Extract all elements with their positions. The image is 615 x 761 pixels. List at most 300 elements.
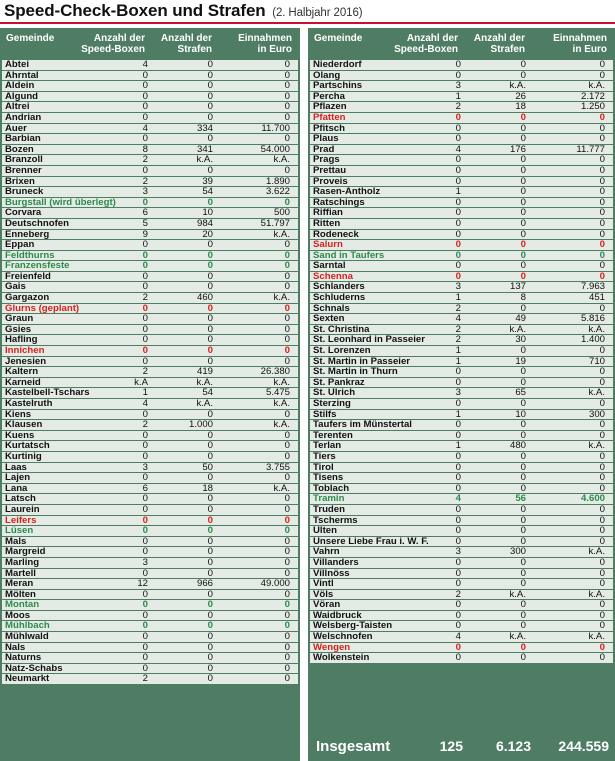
boxes-count: 0	[142, 313, 148, 325]
fines-count: 0	[520, 111, 526, 123]
table-row	[310, 558, 613, 569]
boxes-count: 3	[455, 387, 461, 399]
fines-count: 0	[520, 69, 526, 81]
fines-count: 0	[520, 366, 526, 378]
revenue-value: 0	[599, 472, 605, 484]
fines-count: 0	[207, 313, 213, 325]
boxes-count: 0	[142, 588, 148, 600]
boxes-count: 0	[455, 535, 461, 547]
fines-count: 0	[520, 641, 526, 653]
boxes-count: 0	[455, 122, 461, 134]
revenue-value: 49.000	[260, 578, 290, 590]
fines-count: 0	[520, 450, 526, 462]
revenue-value: 0	[284, 450, 290, 462]
boxes-count: 4	[142, 398, 148, 409]
boxes-count: 0	[455, 133, 461, 145]
boxes-count: 0	[455, 270, 461, 282]
revenue-value: k.A.	[588, 387, 605, 399]
title-rule	[0, 22, 615, 24]
fines-count: k.A.	[196, 376, 213, 388]
fines-count: 0	[520, 133, 526, 145]
fines-count: 0	[520, 186, 526, 198]
fines-count: 0	[207, 535, 213, 547]
revenue-value: k.A.	[588, 80, 605, 92]
table-row	[2, 314, 298, 325]
boxes-count: 0	[142, 90, 148, 102]
revenue-value: 0	[599, 154, 605, 166]
fines-count: 0	[520, 175, 526, 187]
table-row	[2, 113, 298, 124]
fines-count: 0	[207, 567, 213, 579]
gemeinde-name: Laurein	[5, 503, 40, 515]
gemeinde-name: Unsere Liebe Frau i. W. F.	[313, 535, 429, 547]
table-row	[2, 198, 298, 209]
table-row	[310, 537, 613, 548]
fines-count: 0	[207, 196, 213, 208]
revenue-value: k.A.	[273, 292, 290, 304]
boxes-count: 4	[455, 143, 461, 155]
boxes-count: 0	[142, 69, 148, 81]
fines-count: 0	[207, 472, 213, 484]
revenue-value: 7.963	[580, 281, 605, 293]
table-row	[2, 60, 298, 71]
revenue-value: 0	[599, 578, 605, 590]
gemeinde-name: Proveis	[313, 175, 348, 187]
boxes-count: 0	[455, 503, 461, 515]
gemeinde-name: Nals	[5, 641, 26, 653]
gemeinde-name: Terlan	[313, 440, 342, 452]
table-row	[2, 124, 298, 135]
header-anzahl-boxen: Anzahl der Speed-Boxen	[81, 33, 145, 55]
gemeinde-name: Tirol	[313, 461, 334, 473]
title-text: Speed-Check-Boxen und Strafen	[4, 1, 266, 20]
revenue-value: 0	[599, 599, 605, 611]
gemeinde-name: Branzoll	[5, 154, 43, 166]
table-row	[2, 81, 298, 92]
gemeinde-name: St. Ulrich	[313, 387, 356, 399]
total-row	[308, 730, 615, 761]
revenue-value: 300	[588, 408, 605, 420]
revenue-value: k.A.	[588, 546, 605, 558]
fines-count: 0	[520, 302, 526, 314]
boxes-count: k.A	[134, 376, 148, 388]
revenue-value: 0	[599, 525, 605, 537]
boxes-count: 2	[455, 101, 461, 113]
revenue-value: 0	[284, 567, 290, 579]
boxes-count: 0	[455, 609, 461, 621]
revenue-value: 0	[284, 101, 290, 113]
revenue-value: 0	[284, 302, 290, 314]
gemeinde-name: Laas	[5, 461, 27, 473]
fines-count: 0	[520, 345, 526, 357]
table-row	[310, 293, 613, 304]
gemeinde-name: Franzensfeste	[5, 260, 70, 272]
boxes-count: 0	[455, 514, 461, 526]
fines-count: 0	[520, 429, 526, 441]
gemeinde-name: Schlanders	[313, 281, 365, 293]
revenue-value: 0	[284, 69, 290, 81]
fines-count: 0	[520, 419, 526, 431]
revenue-value: 54.000	[260, 143, 290, 155]
boxes-count: 0	[142, 111, 148, 123]
table-row	[310, 569, 613, 580]
boxes-count: 0	[142, 334, 148, 346]
fines-count: 49	[515, 313, 526, 325]
revenue-value: 0	[284, 59, 290, 70]
fines-count: 0	[207, 239, 213, 251]
gemeinde-name: Mühlbach	[5, 620, 50, 632]
fines-count: 0	[207, 588, 213, 600]
boxes-count: 0	[142, 270, 148, 282]
table-row	[310, 505, 613, 516]
subtitle: (2. Halbjahr 2016)	[272, 7, 363, 19]
gemeinde-name: Bruneck	[5, 186, 44, 198]
gemeinde-name: Ratschings	[313, 196, 365, 208]
gemeinde-name: St. Christina	[313, 323, 370, 335]
boxes-count: 0	[142, 239, 148, 251]
boxes-count: 0	[142, 599, 148, 611]
fines-count: k.A.	[509, 323, 526, 335]
gemeinde-name: Aldein	[5, 80, 35, 92]
fines-count: 0	[207, 556, 213, 568]
boxes-count: 0	[142, 302, 148, 314]
table-row	[310, 208, 613, 219]
boxes-count: 3	[455, 80, 461, 92]
fines-count: 0	[207, 90, 213, 102]
boxes-count: 0	[142, 80, 148, 92]
boxes-count: 1	[455, 292, 461, 304]
table-row	[2, 335, 298, 346]
fines-count: 334	[196, 122, 213, 134]
boxes-count: 0	[455, 376, 461, 388]
revenue-value: 0	[284, 260, 290, 272]
fines-count: 0	[207, 260, 213, 272]
revenue-value: k.A.	[588, 323, 605, 335]
gemeinde-name: Niederdorf	[313, 59, 362, 70]
fines-count: 0	[207, 641, 213, 653]
fines-count: 0	[207, 609, 213, 621]
boxes-count: 4	[142, 59, 148, 70]
gemeinde-name: Kuens	[5, 429, 35, 441]
gemeinde-name: Tiers	[313, 450, 336, 462]
gemeinde-name: Lajen	[5, 472, 31, 484]
revenue-value: 0	[599, 228, 605, 240]
gemeinde-name: Meran	[5, 578, 34, 590]
fines-count: 0	[207, 133, 213, 145]
gemeinde-name: Abtei	[5, 59, 29, 70]
boxes-count: 0	[455, 164, 461, 176]
boxes-count: 1	[455, 345, 461, 357]
gemeinde-name: Villanders	[313, 556, 359, 568]
boxes-count: 0	[142, 408, 148, 420]
table-row	[2, 441, 298, 452]
boxes-count: 2	[455, 302, 461, 314]
gemeinde-name: Taufers im Münstertal	[313, 419, 412, 431]
fines-count: 0	[207, 101, 213, 113]
revenue-value: 0	[599, 345, 605, 357]
gemeinde-name: Leifers	[5, 514, 37, 526]
gemeinde-name: Kiens	[5, 408, 32, 420]
boxes-count: 0	[142, 525, 148, 537]
gemeinde-name: Sexten	[313, 313, 345, 325]
fines-count: 0	[207, 620, 213, 632]
fines-count: 0	[207, 270, 213, 282]
boxes-count: 0	[455, 398, 461, 409]
boxes-count: 2	[142, 175, 148, 187]
gemeinde-name: Enneberg	[5, 228, 50, 240]
gemeinde-name: Toblach	[313, 482, 350, 494]
revenue-value: 0	[284, 281, 290, 293]
fines-count: 0	[520, 525, 526, 537]
fines-count: 0	[207, 450, 213, 462]
page-title	[4, 1, 362, 21]
boxes-count: 0	[142, 493, 148, 505]
boxes-count: 3	[455, 546, 461, 558]
fines-count: 460	[196, 292, 213, 304]
boxes-count: 0	[455, 69, 461, 81]
table-row	[2, 516, 298, 527]
fines-count: 0	[207, 111, 213, 123]
boxes-count: 0	[455, 525, 461, 537]
boxes-count: 0	[455, 429, 461, 441]
boxes-count: 0	[455, 228, 461, 240]
revenue-value: 11.777	[576, 143, 605, 155]
revenue-value: 0	[599, 482, 605, 494]
boxes-count: 3	[142, 556, 148, 568]
revenue-value: 0	[284, 440, 290, 452]
gemeinde-name: Hafling	[5, 334, 38, 346]
table-row	[310, 516, 613, 527]
boxes-count: 0	[455, 217, 461, 229]
boxes-count: 0	[142, 503, 148, 515]
boxes-count: 0	[455, 482, 461, 494]
table-row	[310, 81, 613, 92]
revenue-value: 710	[588, 355, 605, 367]
table-row	[2, 134, 298, 145]
boxes-count: 5	[142, 217, 148, 229]
boxes-count: 4	[455, 313, 461, 325]
revenue-value: 0	[599, 376, 605, 388]
table-row	[2, 410, 298, 421]
fines-count: 0	[520, 270, 526, 282]
gemeinde-name: Partschins	[313, 80, 363, 92]
boxes-count: 0	[142, 429, 148, 441]
table-row	[310, 388, 613, 399]
total-label: Insgesamt	[316, 738, 391, 755]
fines-count: 0	[520, 514, 526, 526]
fines-count: k.A.	[196, 398, 213, 409]
revenue-value: 0	[599, 133, 605, 145]
revenue-value: 0	[599, 69, 605, 81]
table-row	[310, 399, 613, 410]
revenue-value: 0	[284, 620, 290, 632]
fines-count: 984	[196, 217, 213, 229]
gemeinde-name: Rodeneck	[313, 228, 359, 240]
table-row	[2, 102, 298, 113]
fines-count: 18	[515, 101, 526, 113]
revenue-value: 0	[599, 641, 605, 653]
revenue-value: k.A.	[273, 376, 290, 388]
gemeinde-name: Margreid	[5, 546, 46, 558]
fines-count: 0	[520, 376, 526, 388]
revenue-value: 0	[599, 461, 605, 473]
fines-count: 1.000	[188, 419, 213, 431]
table-row	[2, 367, 298, 378]
fines-count: 0	[207, 281, 213, 293]
gemeinde-name: Ritten	[313, 217, 341, 229]
boxes-count: 1	[455, 90, 461, 102]
boxes-count: 0	[455, 599, 461, 611]
total-revenue: 244.559	[558, 738, 609, 754]
fines-count: 0	[207, 514, 213, 526]
fines-count: 341	[196, 143, 213, 155]
gemeinde-name: Sand in Taufers	[313, 249, 385, 261]
fines-count: k.A.	[509, 80, 526, 92]
fines-count: 0	[520, 482, 526, 494]
table-row	[310, 494, 613, 505]
gemeinde-name: Graun	[5, 313, 34, 325]
gemeinde-name: Eppan	[5, 239, 35, 251]
table-row	[310, 441, 613, 452]
fines-count: 0	[520, 260, 526, 272]
revenue-value: 0	[284, 609, 290, 621]
fines-count: 0	[520, 556, 526, 568]
table-row	[310, 590, 613, 601]
fines-count: 419	[196, 366, 213, 378]
boxes-count: 1	[455, 355, 461, 367]
boxes-count: 0	[142, 133, 148, 145]
header-gemeinde: Gemeinde	[314, 33, 363, 44]
gemeinde-name: Waidbruck	[313, 609, 362, 621]
boxes-count: 6	[142, 207, 148, 219]
boxes-count: 0	[455, 472, 461, 484]
gemeinde-name: Pfitsch	[313, 122, 345, 134]
revenue-value: 0	[284, 588, 290, 600]
revenue-value: 0	[599, 270, 605, 282]
revenue-value: 0	[284, 249, 290, 261]
gemeinde-name: Schnals	[313, 302, 350, 314]
revenue-value: 0	[599, 535, 605, 547]
fines-count: 0	[207, 80, 213, 92]
gemeinde-name: Andrian	[5, 111, 42, 123]
fines-count: 0	[520, 472, 526, 484]
fines-count: 0	[207, 345, 213, 357]
table-row	[310, 452, 613, 463]
revenue-value: 1.250	[580, 101, 605, 113]
revenue-value: 0	[284, 641, 290, 653]
fines-count: 65	[515, 387, 526, 399]
header-anzahl-boxen: Anzahl der Speed-Boxen	[394, 33, 458, 55]
boxes-count: 0	[455, 641, 461, 653]
gemeinde-name: Feldthurns	[5, 249, 55, 261]
revenue-value: 0	[284, 133, 290, 145]
table-row	[2, 166, 298, 177]
revenue-value: 0	[284, 556, 290, 568]
gemeinde-name: Brenner	[5, 164, 42, 176]
revenue-value: k.A.	[273, 228, 290, 240]
table-row	[2, 505, 298, 516]
table-row	[2, 145, 298, 156]
table-row	[2, 304, 298, 315]
boxes-count: 0	[455, 366, 461, 378]
boxes-count: 2	[455, 334, 461, 346]
fines-count: 20	[202, 228, 213, 240]
boxes-count: 0	[142, 260, 148, 272]
revenue-value: 451	[588, 292, 605, 304]
table-row	[310, 134, 613, 145]
fines-count: 54	[202, 387, 213, 399]
boxes-count: 0	[455, 620, 461, 632]
table-row	[2, 357, 298, 368]
revenue-value: 0	[599, 59, 605, 70]
fines-count: 0	[520, 154, 526, 166]
table-row	[310, 113, 613, 124]
revenue-value: 0	[284, 662, 290, 674]
revenue-value: 0	[284, 270, 290, 282]
fines-count: 0	[207, 429, 213, 441]
header-anzahl-strafen: Anzahl der Strafen	[160, 33, 212, 55]
table-row	[2, 92, 298, 103]
gemeinde-name: Klausen	[5, 419, 43, 431]
right-rows	[310, 60, 613, 664]
table-row	[310, 251, 613, 262]
fines-count: 0	[207, 673, 213, 685]
boxes-count: 6	[142, 482, 148, 494]
boxes-count: 0	[142, 652, 148, 664]
revenue-value: 0	[284, 599, 290, 611]
boxes-count: 0	[142, 345, 148, 357]
revenue-value: k.A.	[273, 419, 290, 431]
table-row	[2, 674, 298, 685]
revenue-value: k.A.	[588, 631, 605, 643]
gemeinde-name: Bozen	[5, 143, 34, 155]
boxes-count: 0	[142, 662, 148, 674]
revenue-value: 0	[284, 334, 290, 346]
boxes-count: 0	[142, 196, 148, 208]
gemeinde-name: Pflazen	[313, 101, 347, 113]
boxes-count: 0	[142, 323, 148, 335]
table-row	[2, 526, 298, 537]
gemeinde-name: Natz-Schabs	[5, 662, 63, 674]
revenue-value: 0	[599, 514, 605, 526]
revenue-value: 0	[599, 239, 605, 251]
revenue-value: 0	[599, 567, 605, 579]
boxes-count: 0	[455, 196, 461, 208]
boxes-count: 2	[142, 419, 148, 431]
boxes-count: 0	[142, 546, 148, 558]
table-row	[310, 155, 613, 166]
table-row	[310, 261, 613, 272]
boxes-count: 1	[142, 387, 148, 399]
fines-count: 0	[520, 207, 526, 219]
boxes-count: 0	[142, 249, 148, 261]
gemeinde-name: Freienfeld	[5, 270, 51, 282]
gemeinde-name: Salurn	[313, 239, 343, 251]
table-row	[2, 484, 298, 495]
table-row	[310, 92, 613, 103]
boxes-count: 0	[142, 281, 148, 293]
fines-count: 0	[207, 164, 213, 176]
gemeinde-name: Tscherms	[313, 514, 358, 526]
fines-count: 0	[207, 546, 213, 558]
table-row	[2, 463, 298, 474]
table-row	[310, 579, 613, 590]
gemeinde-name: Truden	[313, 503, 345, 515]
revenue-value: 0	[284, 546, 290, 558]
fines-count: 50	[202, 461, 213, 473]
gemeinde-name: Latsch	[5, 493, 36, 505]
gemeinde-name: Pfatten	[313, 111, 346, 123]
